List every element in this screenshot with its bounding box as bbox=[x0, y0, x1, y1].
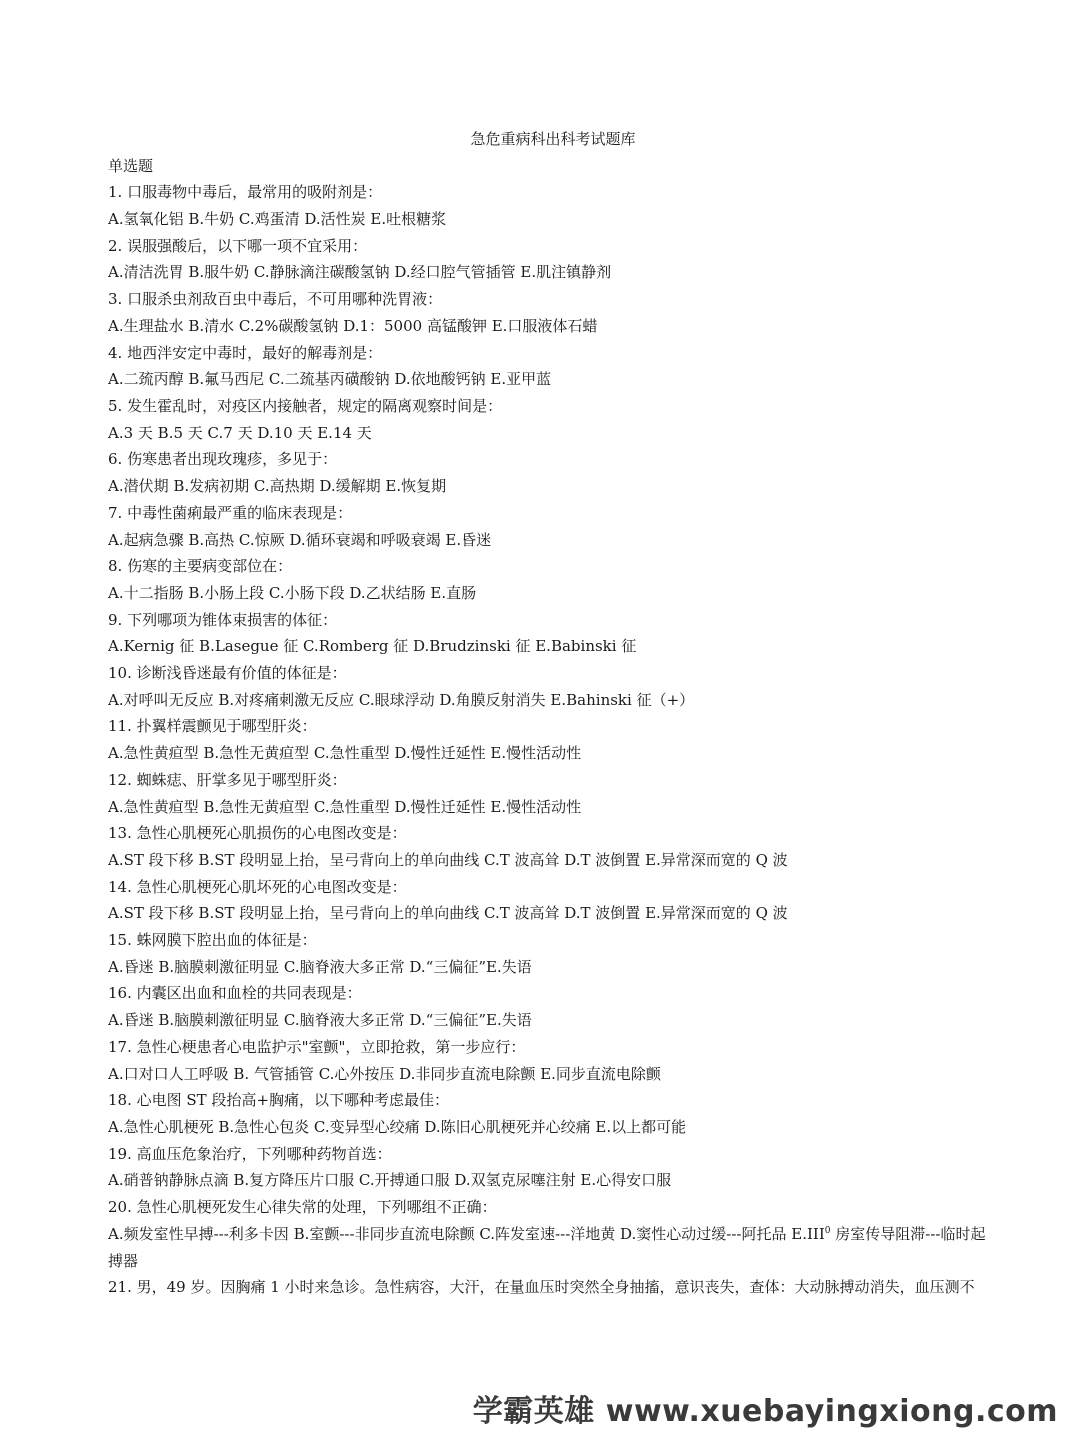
question-options: A.3 天 B.5 天 C.7 天 D.10 天 E.14 天 bbox=[108, 423, 372, 442]
question-text: 4. 地西泮安定中毒时，最好的解毒剂是： bbox=[108, 343, 383, 362]
question-item bbox=[108, 500, 998, 553]
question-text: 17. 急性心梗患者心电监护示"室颤"，立即抢救，第一步应行： bbox=[108, 1037, 526, 1056]
question-options: A.起病急骤 B.高热 C.惊厥 D.循环衰竭和呼吸衰竭 E.昏迷 bbox=[108, 530, 492, 549]
question-text: 10. 诊断浅昏迷最有价值的体征是： bbox=[108, 664, 347, 683]
question-item bbox=[108, 607, 998, 660]
question-item bbox=[108, 767, 998, 820]
question-item bbox=[108, 1194, 998, 1274]
question-text: 15. 蛛网膜下腔出血的体征是： bbox=[108, 931, 317, 950]
section-heading: 单选题 bbox=[108, 156, 154, 175]
question-text: 20. 急性心肌梗死发生心律失常的处理，下列哪组不正确： bbox=[108, 1198, 497, 1217]
document-title: 急危重病科出科考试题库 bbox=[470, 130, 636, 148]
question-options: A.清洁洗胃 B.服牛奶 C.静脉滴注碳酸氢钠 D.经口腔气管插管 E.肌注镇静剂 bbox=[108, 263, 612, 282]
question-item bbox=[108, 340, 998, 393]
question-options: A.ST 段下移 B.ST 段明显上抬，呈弓背向上的单向曲线 C.T 波高耸 D.T 波倒置 E.异常深而宽的 Q 波 bbox=[108, 904, 788, 923]
site-watermark: 学霸英雄 www.xuebayingxiong.com bbox=[472, 1394, 1058, 1429]
question-item bbox=[108, 820, 998, 873]
question-item bbox=[108, 553, 998, 606]
question-options: A.急性黄疸型 B.急性无黄疸型 C.急性重型 D.慢性迁延性 E.慢性活动性 bbox=[108, 744, 582, 763]
question-item bbox=[108, 393, 998, 446]
document-page bbox=[108, 126, 998, 1301]
question-options: A.昏迷 B.脑膜刺激征明显 C.脑脊液大多正常 D.“三偏征”E.失语 bbox=[108, 957, 532, 976]
question-text: 8. 伤寒的主要病变部位在： bbox=[108, 557, 293, 576]
question-options: A.昏迷 B.脑膜刺激征明显 C.脑脊液大多正常 D.“三偏征”E.失语 bbox=[108, 1011, 532, 1030]
question-text: 16. 内囊区出血和血栓的共同表现是： bbox=[108, 984, 362, 1003]
question-options: A.频发室性早搏---利多卡因 B.室颤---非同步直流电除颤 C.阵发室速---洋地黄 D.窦性心动过缓---阿托品 E.III$^0$ 房室传导阻滞---临时起搏器 bbox=[108, 1224, 986, 1270]
question-item bbox=[108, 927, 998, 980]
question-text: 3. 口服杀虫剂敌百虫中毒后，不可用哪种洗胃液： bbox=[108, 290, 443, 309]
question-options: A.ST 段下移 B.ST 段明显上抬，呈弓背向上的单向曲线 C.T 波高耸 D.T 波倒置 E.异常深而宽的 Q 波 bbox=[108, 850, 788, 869]
question-text: 1. 口服毒物中毒后，最常用的吸附剂是： bbox=[108, 183, 383, 202]
question-item bbox=[108, 286, 998, 339]
question-options: A.十二指肠 B.小肠上段 C.小肠下段 D.乙状结肠 E.直肠 bbox=[108, 583, 477, 602]
question-options: A.生理盐水 B.清水 C.2%碳酸氢钠 D.1：5000 高锰酸钾 E.口服液体石蜡 bbox=[108, 316, 598, 335]
question-item bbox=[108, 446, 998, 499]
question-text: 11. 扑翼样震颤见于哪型肝炎： bbox=[108, 717, 317, 736]
question-item bbox=[108, 874, 998, 927]
question-options: A.Kernig 征 B.Lasegue 征 C.Romberg 征 D.Brudzinski 征 E.Babinski 征 bbox=[108, 637, 637, 656]
question-options: A.二巯丙醇 B.氟马西尼 C.二巯基丙磺酸钠 D.依地酸钙钠 E.亚甲蓝 bbox=[108, 370, 552, 389]
question-item bbox=[108, 980, 998, 1033]
question-text: 12. 蜘蛛痣、肝掌多见于哪型肝炎： bbox=[108, 770, 347, 789]
question-text: 7. 中毒性菌痢最严重的临床表现是： bbox=[108, 503, 353, 522]
question-options: A.急性心肌梗死 B.急性心包炎 C.变异型心绞痛 D.陈旧心肌梗死并心绞痛 E.以上都可能 bbox=[108, 1117, 687, 1136]
question-text: 9. 下列哪项为锥体束损害的体征： bbox=[108, 610, 338, 629]
question-text: 19. 高血压危象治疗，下列哪种药物首选： bbox=[108, 1144, 392, 1163]
question-item bbox=[108, 1141, 998, 1194]
question-options: A.氢氧化铝 B.牛奶 C.鸡蛋清 D.活性炭 E.吐根糖浆 bbox=[108, 210, 447, 229]
question-options: A.潜伏期 B.发病初期 C.高热期 D.缓解期 E.恢复期 bbox=[108, 477, 447, 496]
question-item bbox=[108, 713, 998, 766]
question-text: 18. 心电图 ST 段抬高+胸痛，以下哪种考虑最佳： bbox=[108, 1091, 450, 1110]
question-options: A.急性黄疸型 B.急性无黄疸型 C.急性重型 D.慢性迁延性 E.慢性活动性 bbox=[108, 797, 582, 816]
question-item bbox=[108, 1034, 998, 1087]
question-options: A.对呼叫无反应 B.对疼痛刺激无反应 C.眼球浮动 D.角膜反射消失 E.Bahinski 征（+） bbox=[108, 690, 695, 709]
question-item bbox=[108, 1087, 998, 1140]
question-item bbox=[108, 179, 998, 232]
question-text: 5. 发生霍乱时，对疫区内接触者，规定的隔离观察时间是： bbox=[108, 397, 503, 415]
question-item bbox=[108, 233, 998, 286]
question-item bbox=[108, 660, 998, 713]
question-options: A.口对口人工呼吸 B. 气管插管 C.心外按压 D.非同步直流电除颤 E.同步直流电除颤 bbox=[108, 1064, 661, 1083]
question-list bbox=[108, 179, 998, 1194]
question-text: 13. 急性心肌梗死心肌损伤的心电图改变是： bbox=[108, 824, 407, 843]
question-text: 14. 急性心肌梗死心肌坏死的心电图改变是： bbox=[108, 877, 407, 896]
question-options: A.硝普钠静脉点滴 B.复方降压片口服 C.开搏通口服 D.双氢克尿噻注射 E.心得安口服 bbox=[108, 1171, 672, 1190]
question-text: 21. 男，49 岁。因胸痛 1 小时来急诊。急性病容，大汗，在量血压时突然全身抽搐，意识丧失，查体：大动脉搏动消失，血压测不 bbox=[108, 1278, 975, 1297]
question-text: 2. 误服强酸后，以下哪一项不宜采用： bbox=[108, 236, 368, 255]
question-text: 6. 伤寒患者出现玫瑰疹，多见于： bbox=[108, 450, 338, 469]
